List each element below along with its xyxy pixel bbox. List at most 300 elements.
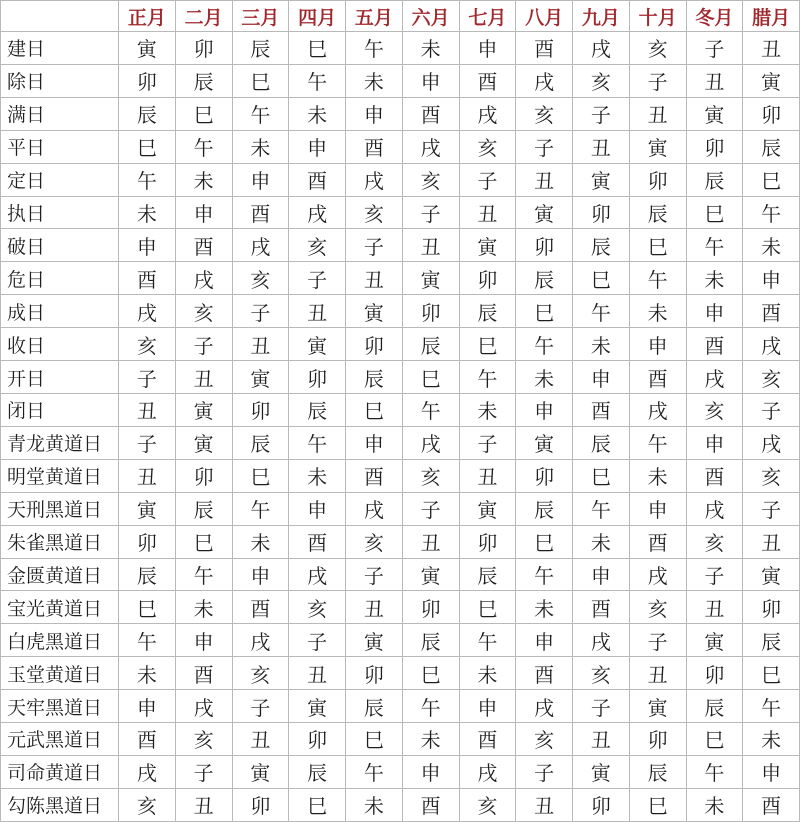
branch-cell: 卯 — [743, 97, 800, 130]
branch-cell: 辰 — [346, 361, 403, 394]
branch-cell: 申 — [119, 229, 176, 262]
month-header: 八月 — [516, 1, 573, 32]
branch-cell: 巳 — [686, 196, 743, 229]
branch-cell: 丑 — [175, 788, 232, 821]
branch-cell: 寅 — [232, 755, 289, 788]
branch-cell: 辰 — [459, 558, 516, 591]
row-label: 建日 — [1, 32, 119, 65]
branch-cell: 寅 — [346, 295, 403, 328]
branch-cell: 申 — [516, 624, 573, 657]
row-label: 成日 — [1, 295, 119, 328]
branch-cell: 戌 — [459, 755, 516, 788]
branch-cell: 亥 — [573, 657, 630, 690]
row-label: 天刑黑道日 — [1, 492, 119, 525]
row-label: 执日 — [1, 196, 119, 229]
branch-cell: 卯 — [629, 723, 686, 756]
branch-cell: 辰 — [175, 492, 232, 525]
month-header: 三月 — [232, 1, 289, 32]
branch-cell: 午 — [175, 558, 232, 591]
branch-cell: 亥 — [743, 361, 800, 394]
table-row — [1, 426, 800, 459]
branch-cell: 子 — [402, 196, 459, 229]
branch-cell: 午 — [516, 558, 573, 591]
branch-cell: 酉 — [119, 262, 176, 295]
branch-cell: 酉 — [459, 723, 516, 756]
branch-cell: 辰 — [516, 492, 573, 525]
row-label: 青龙黄道日 — [1, 426, 119, 459]
branch-cell: 午 — [119, 163, 176, 196]
branch-cell: 寅 — [289, 690, 346, 723]
branch-cell: 丑 — [743, 32, 800, 65]
branch-cell: 丑 — [573, 130, 630, 163]
month-header: 五月 — [346, 1, 403, 32]
month-header: 九月 — [573, 1, 630, 32]
branch-cell: 寅 — [686, 624, 743, 657]
branch-cell: 卯 — [346, 657, 403, 690]
branch-cell: 巳 — [573, 262, 630, 295]
branch-cell: 寅 — [629, 130, 686, 163]
table-row — [1, 64, 800, 97]
row-label: 玉堂黄道日 — [1, 657, 119, 690]
branch-cell: 申 — [459, 32, 516, 65]
branch-cell: 卯 — [629, 163, 686, 196]
row-label: 朱雀黑道日 — [1, 525, 119, 558]
branch-cell: 戌 — [289, 558, 346, 591]
month-header: 十月 — [629, 1, 686, 32]
row-label: 平日 — [1, 130, 119, 163]
branch-cell: 戌 — [686, 492, 743, 525]
branch-cell: 寅 — [743, 558, 800, 591]
row-label: 除日 — [1, 64, 119, 97]
branch-cell: 亥 — [119, 788, 176, 821]
branch-cell: 未 — [686, 788, 743, 821]
table-row — [1, 196, 800, 229]
branch-cell: 辰 — [402, 624, 459, 657]
branch-cell: 戌 — [743, 328, 800, 361]
branch-cell: 戌 — [346, 163, 403, 196]
branch-cell: 亥 — [629, 32, 686, 65]
branch-cell: 巳 — [119, 591, 176, 624]
row-label: 收日 — [1, 328, 119, 361]
branch-cell: 子 — [346, 229, 403, 262]
branch-cell: 寅 — [686, 97, 743, 130]
branch-cell: 申 — [402, 755, 459, 788]
branch-cell: 未 — [175, 163, 232, 196]
table-row — [1, 361, 800, 394]
branch-cell: 丑 — [686, 591, 743, 624]
branch-cell: 未 — [119, 657, 176, 690]
branch-cell: 卯 — [119, 525, 176, 558]
branch-cell: 丑 — [119, 393, 176, 426]
branch-cell: 午 — [686, 229, 743, 262]
row-label: 闭日 — [1, 393, 119, 426]
branch-cell: 丑 — [573, 723, 630, 756]
branch-cell: 未 — [346, 64, 403, 97]
branch-cell: 子 — [629, 64, 686, 97]
branch-cell: 申 — [629, 328, 686, 361]
branch-cell: 未 — [175, 591, 232, 624]
branch-cell: 未 — [629, 295, 686, 328]
branch-cell: 辰 — [459, 295, 516, 328]
branch-cell: 丑 — [346, 591, 403, 624]
branch-cell: 午 — [289, 426, 346, 459]
branch-cell: 申 — [743, 755, 800, 788]
branch-cell: 巳 — [119, 130, 176, 163]
branch-cell: 辰 — [743, 624, 800, 657]
branch-cell: 巳 — [289, 32, 346, 65]
branch-cell: 丑 — [743, 525, 800, 558]
branch-cell: 卯 — [402, 295, 459, 328]
branch-cell: 辰 — [686, 690, 743, 723]
branch-cell: 子 — [573, 97, 630, 130]
branch-cell: 丑 — [346, 262, 403, 295]
branch-cell: 申 — [289, 130, 346, 163]
branch-cell: 亥 — [516, 723, 573, 756]
branch-cell: 酉 — [175, 657, 232, 690]
branch-cell: 子 — [459, 163, 516, 196]
branch-cell: 申 — [573, 361, 630, 394]
branch-cell: 子 — [289, 262, 346, 295]
branch-cell: 戌 — [573, 32, 630, 65]
branch-cell: 辰 — [119, 558, 176, 591]
table-row — [1, 690, 800, 723]
row-label: 定日 — [1, 163, 119, 196]
month-header: 二月 — [175, 1, 232, 32]
branch-cell: 寅 — [573, 163, 630, 196]
branch-cell: 寅 — [119, 492, 176, 525]
branch-cell: 巳 — [629, 229, 686, 262]
header-row — [1, 1, 800, 32]
branch-cell: 酉 — [175, 229, 232, 262]
table-row — [1, 558, 800, 591]
branch-cell: 申 — [686, 426, 743, 459]
branch-cell: 辰 — [346, 690, 403, 723]
table-row — [1, 723, 800, 756]
month-header: 腊月 — [743, 1, 800, 32]
branch-cell: 卯 — [516, 229, 573, 262]
branch-cell: 丑 — [232, 328, 289, 361]
branch-cell: 午 — [402, 393, 459, 426]
branch-cell: 午 — [232, 492, 289, 525]
branch-cell: 丑 — [459, 196, 516, 229]
table-row — [1, 657, 800, 690]
table-row — [1, 459, 800, 492]
branch-cell: 申 — [686, 295, 743, 328]
branch-cell: 戌 — [743, 426, 800, 459]
branch-cell: 午 — [629, 262, 686, 295]
branch-cell: 未 — [573, 525, 630, 558]
branch-cell: 午 — [175, 130, 232, 163]
branch-cell: 未 — [629, 459, 686, 492]
branch-cell: 辰 — [289, 393, 346, 426]
branch-cell: 酉 — [516, 32, 573, 65]
row-label: 勾陈黑道日 — [1, 788, 119, 821]
branch-cell: 子 — [743, 492, 800, 525]
branch-cell: 戌 — [402, 426, 459, 459]
row-label: 开日 — [1, 361, 119, 394]
branch-cell: 戌 — [232, 624, 289, 657]
branch-cell: 丑 — [289, 295, 346, 328]
branch-cell: 寅 — [516, 196, 573, 229]
branch-cell: 酉 — [629, 361, 686, 394]
branch-cell: 巳 — [573, 459, 630, 492]
branch-cell: 卯 — [232, 788, 289, 821]
branch-cell: 子 — [516, 755, 573, 788]
table-row — [1, 32, 800, 65]
branch-cell: 午 — [289, 64, 346, 97]
branch-cell: 卯 — [119, 64, 176, 97]
branch-cell: 丑 — [629, 657, 686, 690]
branch-cell: 巳 — [516, 525, 573, 558]
branch-cell: 戌 — [346, 492, 403, 525]
branch-cell: 卯 — [402, 591, 459, 624]
branch-cell: 卯 — [686, 130, 743, 163]
branch-cell: 子 — [402, 492, 459, 525]
branch-cell: 未 — [743, 723, 800, 756]
branch-cell: 亥 — [686, 393, 743, 426]
branch-cell: 戌 — [289, 196, 346, 229]
branch-cell: 申 — [232, 163, 289, 196]
branch-cell: 午 — [573, 492, 630, 525]
branch-cell: 寅 — [119, 32, 176, 65]
table-row — [1, 328, 800, 361]
branch-cell: 未 — [232, 525, 289, 558]
branch-cell: 未 — [573, 328, 630, 361]
branch-cell: 卯 — [573, 788, 630, 821]
branch-cell: 巳 — [232, 64, 289, 97]
branch-cell: 子 — [743, 393, 800, 426]
branch-cell: 亥 — [459, 130, 516, 163]
branch-cell: 寅 — [289, 328, 346, 361]
branch-cell: 丑 — [289, 657, 346, 690]
branch-cell: 戌 — [629, 393, 686, 426]
branch-cell: 卯 — [175, 459, 232, 492]
branch-cell: 未 — [459, 393, 516, 426]
branch-cell: 亥 — [629, 591, 686, 624]
branch-cell: 未 — [119, 196, 176, 229]
branch-cell: 子 — [573, 690, 630, 723]
branch-cell: 子 — [119, 426, 176, 459]
branch-cell: 卯 — [289, 723, 346, 756]
branch-cell: 子 — [459, 426, 516, 459]
branch-cell: 戌 — [119, 295, 176, 328]
branch-cell: 亥 — [459, 788, 516, 821]
branch-cell: 午 — [516, 328, 573, 361]
branch-cell: 戌 — [516, 690, 573, 723]
table-body — [1, 32, 800, 822]
branch-cell: 辰 — [516, 262, 573, 295]
branch-cell: 辰 — [629, 755, 686, 788]
table-row — [1, 591, 800, 624]
branch-cell: 卯 — [289, 361, 346, 394]
branch-cell: 寅 — [175, 393, 232, 426]
branch-cell: 丑 — [686, 64, 743, 97]
branch-cell: 巳 — [402, 657, 459, 690]
branch-cell: 申 — [629, 492, 686, 525]
branch-cell: 巳 — [289, 788, 346, 821]
table-row — [1, 624, 800, 657]
branch-cell: 亥 — [175, 295, 232, 328]
branch-cell: 巳 — [346, 393, 403, 426]
branch-cell: 酉 — [516, 657, 573, 690]
branch-cell: 丑 — [459, 459, 516, 492]
table-row — [1, 755, 800, 788]
branch-cell: 巳 — [629, 788, 686, 821]
branch-cell: 亥 — [232, 657, 289, 690]
branch-cell: 寅 — [175, 426, 232, 459]
branch-cell: 辰 — [629, 196, 686, 229]
branch-cell: 未 — [289, 97, 346, 130]
branch-cell: 戌 — [232, 229, 289, 262]
branch-cell: 亥 — [402, 459, 459, 492]
branch-cell: 巳 — [459, 591, 516, 624]
branch-cell: 巳 — [459, 328, 516, 361]
branch-cell: 辰 — [686, 163, 743, 196]
branch-cell: 酉 — [232, 591, 289, 624]
branch-cell: 亥 — [573, 64, 630, 97]
branch-cell: 亥 — [346, 525, 403, 558]
branch-cell: 午 — [686, 755, 743, 788]
branch-cell: 寅 — [459, 229, 516, 262]
table-row — [1, 229, 800, 262]
branch-cell: 辰 — [743, 130, 800, 163]
branch-cell: 午 — [573, 295, 630, 328]
branch-cell: 酉 — [402, 97, 459, 130]
branch-cell: 申 — [289, 492, 346, 525]
branch-cell: 酉 — [573, 393, 630, 426]
branch-cell: 戌 — [175, 262, 232, 295]
branch-cell: 酉 — [573, 591, 630, 624]
month-header: 四月 — [289, 1, 346, 32]
branch-cell: 丑 — [232, 723, 289, 756]
branch-cell: 午 — [743, 196, 800, 229]
row-label: 金匮黄道日 — [1, 558, 119, 591]
table-row — [1, 262, 800, 295]
branch-cell: 丑 — [119, 459, 176, 492]
branch-cell: 寅 — [573, 755, 630, 788]
branch-cell: 巳 — [402, 361, 459, 394]
branch-cell: 亥 — [402, 163, 459, 196]
branch-cell: 酉 — [232, 196, 289, 229]
branch-cell: 子 — [686, 558, 743, 591]
branch-cell: 戌 — [175, 690, 232, 723]
branch-cell: 申 — [175, 196, 232, 229]
branch-cell: 卯 — [516, 459, 573, 492]
branch-cell: 酉 — [743, 295, 800, 328]
branch-cell: 卯 — [459, 525, 516, 558]
branch-cell: 申 — [232, 558, 289, 591]
branch-cell: 戌 — [119, 755, 176, 788]
branch-cell: 丑 — [629, 97, 686, 130]
table-row — [1, 295, 800, 328]
branch-cell: 未 — [686, 262, 743, 295]
branch-cell: 寅 — [629, 690, 686, 723]
branch-cell: 酉 — [686, 328, 743, 361]
table-row — [1, 492, 800, 525]
branch-cell: 戌 — [573, 624, 630, 657]
branch-cell: 卯 — [743, 591, 800, 624]
branch-cell: 亥 — [686, 525, 743, 558]
branch-cell: 丑 — [516, 163, 573, 196]
branch-cell: 酉 — [289, 163, 346, 196]
branch-cell: 午 — [629, 426, 686, 459]
branch-cell: 巳 — [743, 163, 800, 196]
branch-cell: 寅 — [402, 262, 459, 295]
branch-cell: 寅 — [402, 558, 459, 591]
branch-cell: 寅 — [516, 426, 573, 459]
branch-cell: 巳 — [516, 295, 573, 328]
branch-cell: 子 — [346, 558, 403, 591]
branch-cell: 巳 — [346, 723, 403, 756]
branch-cell: 酉 — [346, 459, 403, 492]
row-label: 白虎黑道日 — [1, 624, 119, 657]
row-label: 元武黑道日 — [1, 723, 119, 756]
table-row — [1, 163, 800, 196]
branch-cell: 亥 — [743, 459, 800, 492]
branch-cell: 卯 — [232, 393, 289, 426]
branch-cell: 未 — [232, 130, 289, 163]
table-row — [1, 130, 800, 163]
branch-cell: 子 — [289, 624, 346, 657]
branch-cell: 巳 — [175, 97, 232, 130]
branch-cell: 酉 — [402, 788, 459, 821]
branch-cell: 辰 — [573, 426, 630, 459]
branch-cell: 戌 — [402, 130, 459, 163]
branch-cell: 巳 — [686, 723, 743, 756]
row-label: 宝光黄道日 — [1, 591, 119, 624]
month-header: 六月 — [402, 1, 459, 32]
branch-cell: 辰 — [289, 755, 346, 788]
branch-cell: 子 — [232, 295, 289, 328]
branch-cell: 子 — [232, 690, 289, 723]
branch-cell: 戌 — [516, 64, 573, 97]
branch-cell: 巳 — [175, 525, 232, 558]
branch-cell: 申 — [119, 690, 176, 723]
branch-cell: 辰 — [175, 64, 232, 97]
branch-cell: 戌 — [629, 558, 686, 591]
branch-cell: 子 — [629, 624, 686, 657]
branch-cell: 辰 — [402, 328, 459, 361]
branch-cell: 丑 — [402, 525, 459, 558]
row-label: 破日 — [1, 229, 119, 262]
branch-cell: 卯 — [573, 196, 630, 229]
branch-cell: 丑 — [175, 361, 232, 394]
branch-cell: 未 — [289, 459, 346, 492]
branch-cell: 亥 — [289, 591, 346, 624]
branch-cell: 酉 — [289, 525, 346, 558]
month-header: 冬月 — [686, 1, 743, 32]
branch-cell: 卯 — [459, 262, 516, 295]
branch-cell: 酉 — [459, 64, 516, 97]
branch-cell: 酉 — [346, 130, 403, 163]
month-header: 正月 — [119, 1, 176, 32]
branch-cell: 辰 — [119, 97, 176, 130]
branch-cell: 午 — [346, 32, 403, 65]
branch-cell: 巳 — [232, 459, 289, 492]
branch-cell: 丑 — [516, 788, 573, 821]
branch-cell: 未 — [516, 591, 573, 624]
branch-cell: 未 — [346, 788, 403, 821]
branch-cell: 未 — [516, 361, 573, 394]
branch-cell: 午 — [119, 624, 176, 657]
table-row — [1, 525, 800, 558]
branch-cell: 申 — [346, 426, 403, 459]
branch-cell: 亥 — [119, 328, 176, 361]
branch-cell: 午 — [459, 361, 516, 394]
branch-cell: 辰 — [232, 426, 289, 459]
branch-cell: 寅 — [346, 624, 403, 657]
branch-cell: 申 — [743, 262, 800, 295]
